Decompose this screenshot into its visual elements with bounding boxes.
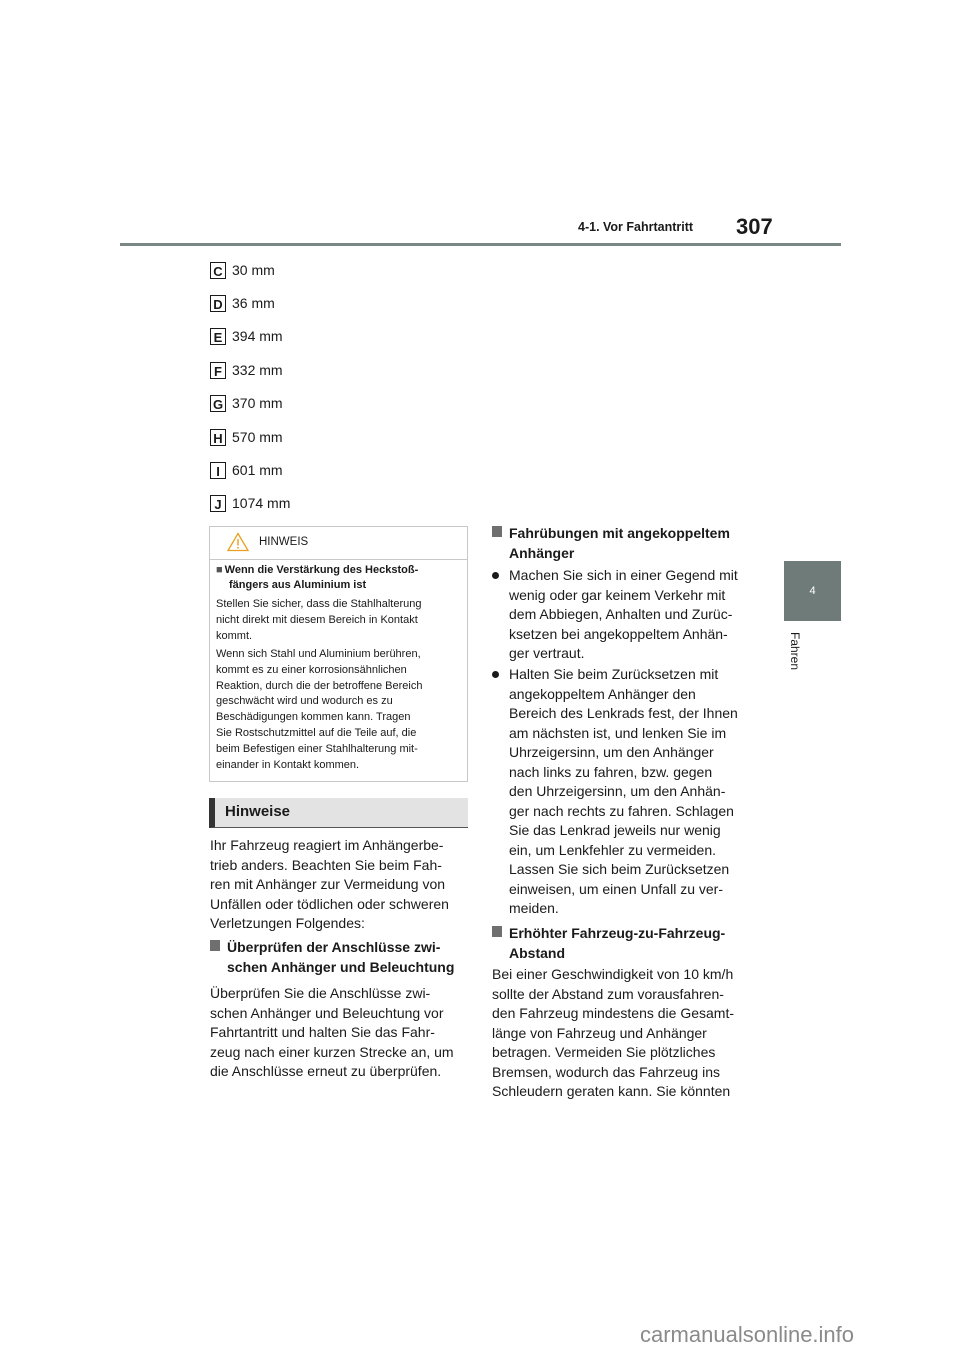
notice-line: Beschädigungen kommen kann. Tragen bbox=[216, 711, 411, 724]
dimension-item bbox=[210, 293, 275, 313]
bullet-dot-icon bbox=[492, 671, 499, 678]
notice-divider bbox=[210, 559, 467, 560]
notice-line: Reaktion, durch die der betroffene Bereich bbox=[216, 679, 423, 692]
chapter-tab[interactable]: 4 bbox=[784, 561, 841, 621]
heading-square-icon bbox=[210, 940, 220, 951]
dimension-value: 370 mm bbox=[232, 395, 283, 411]
header-divider bbox=[120, 243, 841, 246]
section-title: 4-1. Vor Fahrtantritt bbox=[578, 220, 694, 234]
text-line: länge von Fahrzeug und Anhänger bbox=[492, 1024, 707, 1041]
heading-line: Überprüfen der Anschlüsse zwi- bbox=[227, 939, 441, 955]
text-line: ein, um Lenkfehler zu vermeiden. bbox=[509, 841, 716, 858]
dimension-letter: J bbox=[210, 495, 226, 512]
text-line: Bereich des Lenkrads fest, der Ihnen bbox=[509, 705, 738, 721]
notice-line: geschwächt wird und wodurch es zu bbox=[216, 695, 393, 708]
heading-line: Fahrübungen mit angekoppeltem bbox=[509, 525, 730, 541]
text-line: die Anschlüsse erneut zu überprüfen. bbox=[210, 1063, 442, 1079]
text-line: Sie das Lenkrad jeweils nur wenig bbox=[509, 822, 721, 838]
bullet-item-reversing bbox=[492, 665, 752, 920]
notice-title: HINWEIS bbox=[259, 536, 309, 548]
text-line: Bremsen, wodurch das Fahrzeug ins bbox=[492, 1063, 720, 1080]
dimension-letter: C bbox=[210, 262, 226, 279]
text-line: ren mit Anhänger zur Vermeidung von bbox=[210, 876, 446, 892]
dimension-value: 394 mm bbox=[232, 328, 283, 344]
intro-paragraph bbox=[210, 836, 449, 934]
text-line: einweisen, um einen Unfall zu ver- bbox=[509, 880, 723, 897]
notice-subheading-line: fängers aus Aluminium ist bbox=[229, 579, 367, 591]
dimension-item bbox=[210, 493, 290, 513]
notice-line: kommt. bbox=[216, 629, 253, 642]
heading-line: Abstand bbox=[509, 944, 565, 961]
notice-paragraph-1 bbox=[216, 597, 462, 644]
hinweise-heading-bar bbox=[209, 798, 468, 828]
dimension-item bbox=[210, 460, 283, 480]
dimension-item bbox=[210, 326, 283, 346]
notice-line: Wenn sich Stahl und Aluminium berühren, bbox=[216, 648, 421, 660]
dimension-letter: E bbox=[210, 328, 226, 345]
text-line: Überprüfen Sie die Anschlüsse zwi- bbox=[210, 985, 431, 1001]
dimension-value: 1074 mm bbox=[232, 495, 291, 511]
chapter-tab-label: Fahren bbox=[788, 632, 802, 671]
notice-line: nicht direkt mit diesem Bereich in Kontakt bbox=[216, 613, 418, 626]
text-line: Schleudern geraten kann. Sie könnten bbox=[492, 1083, 731, 1099]
dimension-letter: F bbox=[210, 362, 226, 379]
notice-line: Sie Rostschutzmittel auf die Teile auf, die bbox=[216, 726, 417, 739]
notice-line: kommt es zu einer korrosionsähnlichen bbox=[216, 663, 407, 676]
notice-subheading: ■ Wenn die Verstärkung des Heckstoß- fängers aus Aluminium ist bbox=[216, 563, 462, 593]
text-line: betragen. Vermeiden Sie plötzliches bbox=[492, 1044, 716, 1060]
text-line: schen Anhänger und Beleuchtung vor bbox=[210, 1004, 444, 1021]
heading-line: Anhänger bbox=[509, 544, 575, 561]
dimension-item bbox=[210, 360, 283, 380]
bullet-item-practice bbox=[492, 566, 752, 666]
dimension-item bbox=[210, 260, 275, 280]
text-line: ger vertraut. bbox=[509, 645, 585, 661]
notice-header bbox=[210, 527, 467, 559]
watermark: carmanualsonline.info bbox=[640, 1322, 855, 1347]
text-line: trieb anders. Beachten Sie beim Fah- bbox=[210, 856, 442, 873]
notice-subheading-line: Wenn die Verstärkung des Heckstoß- bbox=[224, 564, 419, 576]
hinweise-heading: Hinweise bbox=[225, 803, 291, 820]
text-line: Verletzungen Folgendes: bbox=[210, 915, 365, 931]
text-line: zeug nach einer kurzen Strecke an, um bbox=[210, 1043, 454, 1060]
section-heading-distance bbox=[492, 924, 752, 964]
dimension-letter: D bbox=[210, 295, 226, 312]
notice-line: einander in Kontakt kommen. bbox=[216, 758, 360, 771]
heading-square-icon bbox=[492, 926, 502, 937]
section-heading-practice bbox=[492, 524, 752, 564]
dimension-value: 30 mm bbox=[232, 262, 275, 278]
text-line: nach links zu fahren, bzw. gegen bbox=[509, 763, 713, 780]
notice-line: Stellen Sie sicher, dass die Stahlhalterung bbox=[216, 598, 422, 610]
text-line: ksetzen bei angekoppeltem Anhän- bbox=[509, 625, 728, 642]
heading-line: Erhöhter Fahrzeug-zu-Fahrzeug- bbox=[509, 925, 726, 941]
distance-paragraph bbox=[492, 965, 734, 1102]
text-line: ger nach rechts zu fahren. Schlagen bbox=[509, 802, 734, 819]
text-line: Bei einer Geschwindigkeit von 10 km/h bbox=[492, 966, 734, 982]
text-line: Halten Sie beim Zurücksetzen mit bbox=[509, 666, 719, 682]
bullet-dot-icon bbox=[492, 572, 499, 579]
text-line: dem Abbiegen, Anhalten und Zurüc- bbox=[509, 606, 733, 622]
heading-square-icon bbox=[492, 526, 502, 537]
text-line: wenig oder gar keinem Verkehr mit bbox=[509, 586, 726, 603]
text-line: Unfällen oder tödlichen oder schweren bbox=[210, 895, 449, 912]
dimension-value: 36 mm bbox=[232, 295, 275, 311]
dimension-letter: I bbox=[210, 462, 226, 479]
dimension-letter: H bbox=[210, 429, 226, 446]
text-line: Lassen Sie sich beim Zurücksetzen bbox=[509, 861, 730, 877]
heading-line: schen Anhänger und Beleuchtung bbox=[227, 958, 455, 975]
page-number: 307 bbox=[736, 214, 773, 239]
text-line: Ihr Fahrzeug reagiert im Anhängerbe- bbox=[210, 837, 444, 853]
text-line: den Fahrzeug mindestens die Gesamt- bbox=[492, 1005, 735, 1021]
text-line: meiden. bbox=[509, 900, 559, 916]
notice-box bbox=[209, 526, 468, 782]
dimension-letter: G bbox=[210, 395, 226, 412]
notice-paragraph-2 bbox=[216, 647, 462, 773]
dimension-item bbox=[210, 393, 283, 413]
dimension-item bbox=[210, 427, 283, 447]
text-line: Fahrtantritt und halten Sie das Fahr- bbox=[210, 1024, 435, 1040]
connections-paragraph bbox=[210, 984, 454, 1082]
text-line: sollte der Abstand zum vorausfahren- bbox=[492, 985, 724, 1002]
text-line: den Uhrzeigersinn, um den Anhän- bbox=[509, 783, 726, 799]
warning-triangle-icon bbox=[227, 532, 249, 552]
text-line: Uhrzeigersinn, um den Anhänger bbox=[509, 744, 714, 760]
text-line: angekoppeltem Anhänger den bbox=[509, 685, 696, 702]
notice-line: beim Befestigen einer Stahlhalterung mit- bbox=[216, 742, 418, 755]
section-heading-connections bbox=[210, 938, 470, 978]
text-line: Machen Sie sich in einer Gegend mit bbox=[509, 567, 738, 583]
text-line: am nächsten ist, und lenken Sie im bbox=[509, 724, 727, 741]
dimension-value: 332 mm bbox=[232, 362, 283, 378]
dimension-value: 570 mm bbox=[232, 429, 283, 445]
dimension-value: 601 mm bbox=[232, 462, 283, 478]
